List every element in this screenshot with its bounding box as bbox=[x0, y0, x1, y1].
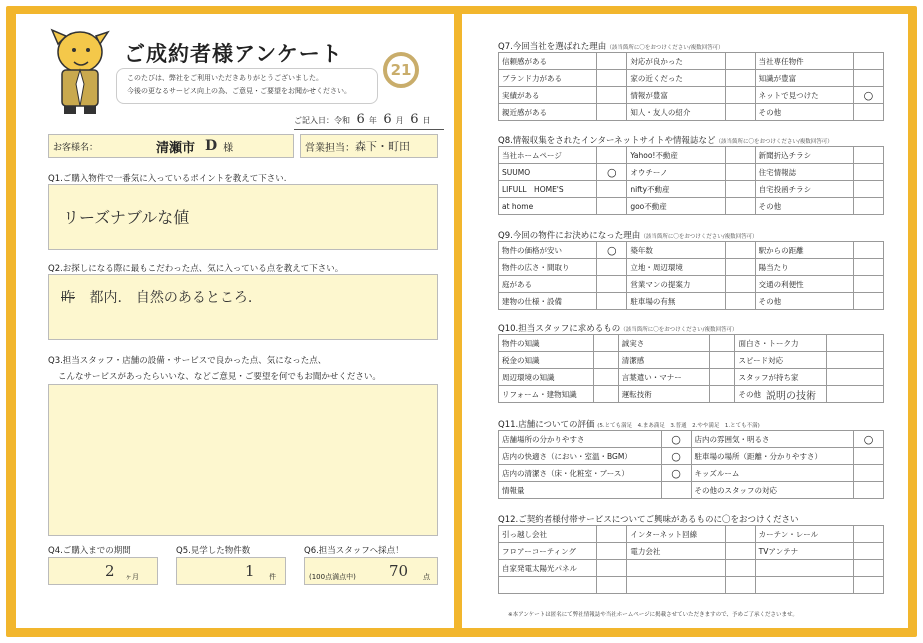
q12-option-label: TVアンテナ bbox=[755, 543, 853, 560]
q12-option-label: カーテン・レール bbox=[755, 526, 853, 543]
q9-table bbox=[498, 241, 884, 310]
q4-unit: ヶ月 bbox=[125, 573, 139, 581]
q11-option-checkbox[interactable]: ○ bbox=[661, 448, 691, 465]
q10-option-label: スタッフが持ち家 bbox=[735, 369, 827, 386]
date-underline bbox=[294, 129, 444, 130]
q7-option-checkbox[interactable] bbox=[725, 104, 755, 121]
q12-option-checkbox[interactable] bbox=[853, 526, 883, 543]
q8-option-checkbox[interactable] bbox=[853, 181, 883, 198]
q12-option-checkbox[interactable] bbox=[853, 560, 883, 577]
q11-row bbox=[499, 431, 884, 448]
q9-option-checkbox[interactable] bbox=[725, 259, 755, 276]
q5-unit: 件 bbox=[269, 573, 276, 581]
q9-option-checkbox[interactable]: ○ bbox=[597, 242, 627, 259]
q11-option-checkbox[interactable] bbox=[854, 448, 884, 465]
q12-option-checkbox[interactable] bbox=[725, 577, 755, 594]
q10-option-checkbox[interactable] bbox=[593, 335, 618, 352]
q12-option-checkbox[interactable] bbox=[853, 543, 883, 560]
q10-option-checkbox[interactable] bbox=[710, 386, 735, 403]
q7-note: （該当箇所に〇をおつけください/複数回答可） bbox=[606, 45, 724, 51]
q7-row bbox=[499, 87, 884, 104]
q8-option-checkbox[interactable] bbox=[725, 164, 755, 181]
q8-option-label: 当社ホームページ bbox=[499, 147, 597, 164]
q7-option-label: 知識が豊富 bbox=[755, 70, 853, 87]
q12-option-label: フロアーコーティング bbox=[499, 543, 597, 560]
q7-option-checkbox[interactable] bbox=[597, 70, 627, 87]
q10-option-label: 物件の知識 bbox=[499, 335, 594, 352]
q8-row bbox=[499, 198, 884, 215]
q12-option-checkbox[interactable] bbox=[725, 560, 755, 577]
q6-label: Q6.担当スタッフへ採点！ bbox=[304, 546, 404, 556]
staff-names: 森下・町田 bbox=[355, 140, 410, 153]
q8-option-checkbox[interactable] bbox=[597, 181, 627, 198]
q10-option-label: 誠実さ bbox=[618, 335, 710, 352]
q11-scale: (5.とても満足 4.まあ満足 3.普通 2.やや満足 1.とても不満) bbox=[597, 423, 760, 429]
q11-option-checkbox[interactable]: ○ bbox=[661, 465, 691, 482]
q8-option-checkbox[interactable] bbox=[725, 181, 755, 198]
q9-row bbox=[499, 259, 884, 276]
q8-option-checkbox[interactable]: ○ bbox=[597, 164, 627, 181]
q8-option-label: 自宅投函チラシ bbox=[755, 181, 853, 198]
q9-option-checkbox[interactable] bbox=[853, 293, 883, 310]
q10-label bbox=[498, 322, 738, 334]
q7-row bbox=[499, 53, 884, 70]
q10-row bbox=[499, 335, 884, 352]
q7-option-label: 家の近くだった bbox=[627, 70, 725, 87]
right-page bbox=[462, 14, 908, 628]
q7-label bbox=[498, 40, 724, 52]
q7-option-checkbox[interactable] bbox=[597, 53, 627, 70]
q10-option-checkbox[interactable] bbox=[593, 386, 618, 403]
q1-answer: リーズナブルな値 bbox=[63, 208, 190, 227]
q2-struck-word: 昨 bbox=[61, 290, 75, 306]
q8-option-label: LIFULL HOME'S bbox=[499, 181, 597, 198]
q10-option-checkbox[interactable] bbox=[826, 335, 883, 352]
q7-option-checkbox[interactable] bbox=[853, 70, 883, 87]
date-day: 6 bbox=[410, 112, 419, 127]
q5-value: 1 bbox=[245, 562, 255, 580]
q9-option-label: 庭がある bbox=[499, 276, 597, 293]
q2-answer-row bbox=[61, 287, 252, 307]
q8-option-label: nifty不動産 bbox=[627, 181, 725, 198]
q1-label: Q1.ご購入物件で一番気に入っているポイントを教えて下さい. bbox=[48, 174, 287, 184]
q3-label-2: こんなサービスがあったらいいな、などご意見・ご要望を何でもお聞かせください。 bbox=[58, 372, 381, 382]
q8-row bbox=[499, 181, 884, 198]
q2-answer: 都内. 自然のあるところ. bbox=[89, 290, 253, 306]
q7-option-label: 当社専任物件 bbox=[755, 53, 853, 70]
q9-row bbox=[499, 276, 884, 293]
q10-option-label: スピード対応 bbox=[735, 352, 827, 369]
q12-option-label: 電力会社 bbox=[627, 543, 725, 560]
q7-option-checkbox[interactable] bbox=[597, 104, 627, 121]
q9-title: Q9.今回の物件にお決めになった理由 bbox=[498, 231, 641, 241]
q4-answer-box[interactable] bbox=[48, 557, 158, 585]
q8-option-checkbox[interactable] bbox=[725, 147, 755, 164]
q9-option-checkbox[interactable] bbox=[597, 259, 627, 276]
q8-option-label: オウチーノ bbox=[627, 164, 725, 181]
q8-option-checkbox[interactable] bbox=[597, 147, 627, 164]
q10-title: Q10.担当スタッフに求めるもの bbox=[498, 324, 621, 334]
q12-option-label: 引っ越し会社 bbox=[499, 526, 597, 543]
q10-option-checkbox[interactable] bbox=[765, 386, 883, 403]
q10-option-checkbox[interactable] bbox=[593, 369, 618, 386]
q12-option-checkbox[interactable] bbox=[597, 526, 627, 543]
q10-option-checkbox[interactable] bbox=[710, 369, 735, 386]
q9-row bbox=[499, 242, 884, 259]
q2-label: Q2.お探しになる際に最もこだわった点、気に入っている点を教えて下さい。 bbox=[48, 264, 344, 274]
q9-row bbox=[499, 293, 884, 310]
q12-option-checkbox[interactable] bbox=[597, 543, 627, 560]
q12-row bbox=[499, 560, 884, 577]
customer-name-field[interactable] bbox=[48, 134, 294, 158]
q7-option-label: 親近感がある bbox=[499, 104, 597, 121]
q10-table bbox=[498, 334, 884, 403]
q8-table bbox=[498, 146, 884, 215]
century21-logo: 21 bbox=[383, 52, 419, 88]
q12-option-checkbox[interactable] bbox=[853, 577, 883, 594]
q9-option-checkbox[interactable] bbox=[853, 259, 883, 276]
q11-option-checkbox[interactable] bbox=[854, 465, 884, 482]
q11-label bbox=[498, 418, 760, 430]
q9-option-label: 建物の仕様・設備 bbox=[499, 293, 597, 310]
q9-option-label: 物件の価格が安い bbox=[499, 242, 597, 259]
date-month: 6 bbox=[383, 112, 392, 127]
date-label: ご記入日：令和 bbox=[294, 116, 350, 125]
q9-option-label: 物件の広さ・間取り bbox=[499, 259, 597, 276]
q7-table bbox=[498, 52, 884, 121]
q5-answer-box[interactable] bbox=[176, 557, 286, 585]
q8-option-checkbox[interactable] bbox=[853, 147, 883, 164]
q8-option-label: 住宅情報誌 bbox=[755, 164, 853, 181]
q9-option-checkbox[interactable] bbox=[853, 276, 883, 293]
q11-option-checkbox[interactable] bbox=[854, 482, 884, 499]
q11-row bbox=[499, 448, 884, 465]
q6-note: (100点満点中) bbox=[309, 573, 356, 581]
q4-label: Q4.ご購入までの期間 bbox=[48, 546, 131, 556]
q12-option-label: 自家発電太陽光パネル bbox=[499, 560, 597, 577]
q3-answer-box[interactable] bbox=[48, 384, 438, 536]
q11-option-label: 店舗場所の分かりやすさ bbox=[499, 431, 662, 448]
q11-title: Q11.店舗についての評価 bbox=[498, 420, 595, 430]
q10-option-label: 清潔感 bbox=[618, 352, 710, 369]
date-year-unit: 年 bbox=[368, 116, 377, 125]
intro-line-2: 今後の更なるサービス向上の為、ご意見・ご要望をお聞かせください。 bbox=[127, 87, 351, 95]
q9-option-label: 築年数 bbox=[627, 242, 725, 259]
q11-option-label: 駐車場の場所（距離・分かりやすさ） bbox=[691, 448, 854, 465]
q8-option-label: at home bbox=[499, 198, 597, 215]
q9-option-checkbox[interactable] bbox=[597, 293, 627, 310]
date-month-unit: 月 bbox=[395, 116, 404, 125]
q7-title: Q7.今回当社を選ばれた理由 bbox=[498, 42, 607, 52]
q6-unit: 点 bbox=[423, 573, 430, 581]
q8-option-label: その他 bbox=[755, 198, 853, 215]
q7-option-checkbox[interactable] bbox=[725, 70, 755, 87]
survey-title: ご成約者様アンケート bbox=[124, 42, 343, 66]
q12-row bbox=[499, 526, 884, 543]
q10-option-label: 税金の知識 bbox=[499, 352, 594, 369]
q10-option-label: 面白さ・トーク力 bbox=[735, 335, 827, 352]
q8-title: Q8.情報収集をされたインターネットサイトや情報誌など bbox=[498, 136, 716, 146]
staff-field[interactable] bbox=[300, 134, 438, 158]
q10-option-label: 周辺環境の知識 bbox=[499, 369, 594, 386]
q9-option-checkbox[interactable] bbox=[725, 276, 755, 293]
date-row bbox=[294, 112, 444, 127]
q11-option-label: 店内の快適さ（におい・室温・BGM） bbox=[499, 448, 662, 465]
q8-row bbox=[499, 147, 884, 164]
q9-option-label: 駅からの距離 bbox=[755, 242, 853, 259]
q8-row bbox=[499, 164, 884, 181]
customer-suffix: 様 bbox=[223, 142, 234, 154]
q8-option-checkbox[interactable] bbox=[853, 164, 883, 181]
q9-label bbox=[498, 229, 758, 241]
q9-option-checkbox[interactable] bbox=[853, 242, 883, 259]
q11-option-label: 店内の雰囲気・明るさ bbox=[691, 431, 854, 448]
q8-option-label: goo不動産 bbox=[627, 198, 725, 215]
q10-option-label: 言葉遣い・マナー bbox=[618, 369, 710, 386]
q12-option-label bbox=[627, 577, 725, 594]
intro-line-1: このたびは、弊社をご利用いただきありがとうございました。 bbox=[127, 74, 323, 82]
customer-city: 清瀬市 bbox=[156, 140, 196, 156]
q8-option-checkbox[interactable] bbox=[597, 198, 627, 215]
q8-note: （該当箇所に〇をおつけください/複数回答可） bbox=[715, 139, 833, 145]
q9-option-label: その他 bbox=[755, 293, 853, 310]
q12-option-checkbox[interactable] bbox=[725, 543, 755, 560]
q10-row bbox=[499, 369, 884, 386]
q9-option-checkbox[interactable] bbox=[725, 242, 755, 259]
q11-option-label: その他のスタッフの対応 bbox=[691, 482, 854, 499]
q1-answer-box[interactable] bbox=[48, 184, 438, 250]
q10-option-label: その他 bbox=[735, 386, 827, 403]
q7-option-label: 情報が豊富 bbox=[627, 87, 725, 104]
q10-option-label: リフォーム・建物知識 bbox=[499, 386, 594, 403]
q7-option-label: 対応が良かった bbox=[627, 53, 725, 70]
date-day-unit: 日 bbox=[422, 116, 431, 125]
q9-option-label: 駐車場の有無 bbox=[627, 293, 725, 310]
q4-value: 2 bbox=[105, 562, 115, 580]
q12-label: Q12.ご契約者様付帯サービスについてご興味があるものに〇をおつけください bbox=[498, 515, 799, 525]
q11-option-checkbox[interactable]: ○ bbox=[661, 431, 691, 448]
q6-answer-box[interactable] bbox=[304, 557, 438, 585]
q9-option-checkbox[interactable] bbox=[597, 276, 627, 293]
staff-label: 営業担当： bbox=[305, 142, 355, 154]
q7-option-checkbox[interactable] bbox=[725, 53, 755, 70]
q2-answer-box[interactable] bbox=[48, 274, 438, 340]
q7-option-checkbox[interactable] bbox=[597, 87, 627, 104]
q11-option-checkbox[interactable] bbox=[661, 482, 691, 499]
q6-value: 70 bbox=[389, 562, 409, 580]
q11-row bbox=[499, 482, 884, 499]
q11-row bbox=[499, 465, 884, 482]
q10-option-label: 運転技術 bbox=[618, 386, 710, 403]
q9-note: （該当箇所に〇をおつけください/複数回答可） bbox=[640, 234, 758, 240]
q12-option-label bbox=[627, 560, 725, 577]
q12-option-label bbox=[755, 577, 853, 594]
q7-option-label: 知人・友人の紹介 bbox=[627, 104, 725, 121]
q12-table bbox=[498, 525, 884, 594]
q7-option-checkbox[interactable] bbox=[853, 53, 883, 70]
dog-mascot-icon bbox=[44, 22, 114, 116]
q7-row bbox=[499, 104, 884, 121]
q7-option-label: ブランド力がある bbox=[499, 70, 597, 87]
q12-option-label: インターネット回線 bbox=[627, 526, 725, 543]
q12-option-checkbox[interactable] bbox=[597, 577, 627, 594]
q11-option-checkbox[interactable]: ○ bbox=[854, 431, 884, 448]
q12-row bbox=[499, 577, 884, 594]
q10-note: （該当箇所に〇をおつけください/複数回答可） bbox=[620, 327, 738, 333]
q9-option-label: 立地・周辺環境 bbox=[627, 259, 725, 276]
q8-option-label: SUUMO bbox=[499, 164, 597, 181]
q9-option-label: 交通の利便性 bbox=[755, 276, 853, 293]
q10-row bbox=[499, 386, 884, 403]
q11-table bbox=[498, 430, 884, 499]
q10-option-checkbox[interactable] bbox=[710, 352, 735, 369]
q8-option-checkbox[interactable] bbox=[853, 198, 883, 215]
q9-option-label: 営業マンの提案力 bbox=[627, 276, 725, 293]
date-year: 6 bbox=[356, 112, 365, 127]
q7-option-label: 実績がある bbox=[499, 87, 597, 104]
q7-option-label: ネットで見つけた bbox=[755, 87, 853, 104]
q10-option-checkbox[interactable] bbox=[826, 352, 883, 369]
q7-option-checkbox[interactable]: ○ bbox=[853, 87, 883, 104]
q8-option-checkbox[interactable] bbox=[725, 198, 755, 215]
q5-label: Q5.見学した物件数 bbox=[176, 546, 251, 556]
q10-option-checkbox[interactable] bbox=[826, 369, 883, 386]
q7-option-checkbox[interactable] bbox=[853, 104, 883, 121]
q11-option-label: キッズルーム bbox=[691, 465, 854, 482]
q7-option-checkbox[interactable] bbox=[725, 87, 755, 104]
q7-option-label: 信頼感がある bbox=[499, 53, 597, 70]
q7-row bbox=[499, 70, 884, 87]
q12-option-checkbox[interactable] bbox=[597, 560, 627, 577]
q10-row bbox=[499, 352, 884, 369]
q7-option-label: その他 bbox=[755, 104, 853, 121]
q9-option-label: 陽当たり bbox=[755, 259, 853, 276]
q12-option-label bbox=[755, 560, 853, 577]
customer-initial: D bbox=[205, 138, 218, 154]
intro-box bbox=[116, 68, 378, 104]
q8-option-label: 新聞折込チラシ bbox=[755, 147, 853, 164]
q9-option-checkbox[interactable] bbox=[725, 293, 755, 310]
q10-other-answer: 説明の技術 bbox=[765, 390, 816, 402]
q11-option-label: 情報量 bbox=[499, 482, 662, 499]
q8-label bbox=[498, 134, 833, 146]
q12-option-checkbox[interactable] bbox=[725, 526, 755, 543]
customer-label: お客様名： bbox=[53, 142, 99, 153]
q8-option-label: Yahoo!不動産 bbox=[627, 147, 725, 164]
left-page bbox=[16, 14, 454, 628]
q10-option-checkbox[interactable] bbox=[593, 352, 618, 369]
q12-option-label bbox=[499, 577, 597, 594]
q10-option-checkbox[interactable] bbox=[710, 335, 735, 352]
q3-label-1: Q3.担当スタッフ・店舗の設備・サービスで良かった点、気になった点、 bbox=[48, 356, 327, 366]
footer-note: ※本アンケートは匿名にて弊社情報誌や当社ホームページに掲載させていただきますので、予めご了承くださいませ。 bbox=[508, 612, 798, 618]
q11-option-label: 店内の清潔さ（床・化粧室・ブース） bbox=[499, 465, 662, 482]
q12-row bbox=[499, 543, 884, 560]
